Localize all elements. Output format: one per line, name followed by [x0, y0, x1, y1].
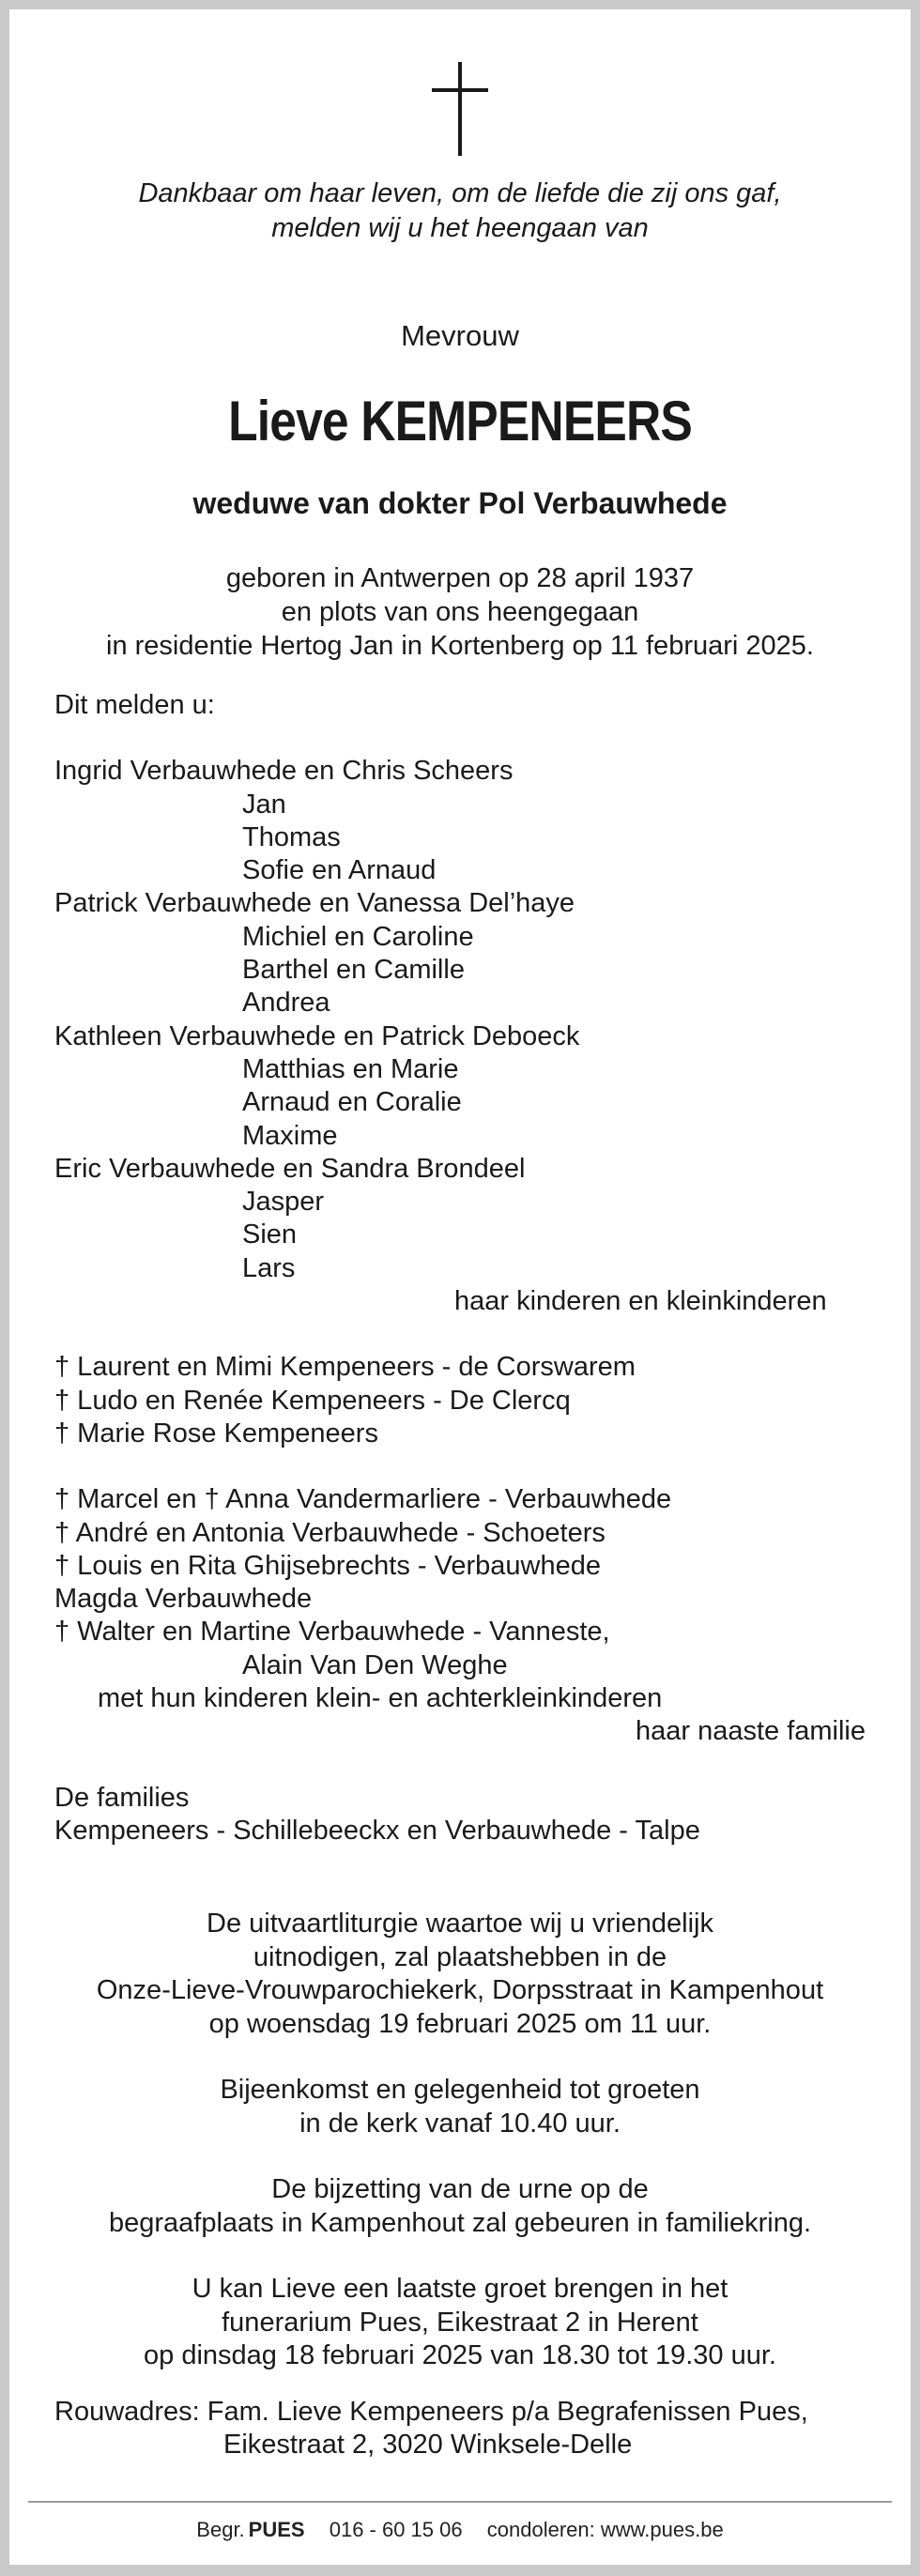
- family-caption: haar naaste familie: [635, 1716, 866, 1747]
- burial-line: De bijzetting van de urne op de: [271, 2174, 649, 2204]
- intro-line: Dankbaar om haar leven, om de liefde die zij ons gaf,: [138, 178, 782, 208]
- grandchild: Lars: [242, 1252, 296, 1283]
- children-caption: haar kinderen en kleinkinderen: [454, 1286, 827, 1317]
- deceased-name: Lieve KEMPENEERS: [228, 390, 692, 452]
- sibling: † Laurent en Mimi Kempeneers - de Corswarem: [54, 1352, 636, 1383]
- families-label: De families: [54, 1782, 190, 1813]
- service-line: uitnodigen, zal plaatshebben in de: [253, 1941, 667, 1972]
- gathering-line: Bijeenkomst en gelegenheid tot groeten: [220, 2075, 700, 2105]
- grandchild: Arnaud en Coralie: [242, 1087, 462, 1118]
- birth-death-info: [9, 561, 911, 663]
- phone-number: 016 - 60 15 06: [329, 2518, 463, 2541]
- service-line: De uitvaartliturgie waartoe wij u vriendelijk: [207, 1909, 713, 1939]
- gathering-line: in de kerk vanaf 10.40 uur.: [299, 2108, 621, 2139]
- sibling: † Ludo en Renée Kempeneers - De Clercq: [54, 1385, 571, 1416]
- grandchild: Jan: [242, 789, 286, 820]
- in-law: † Marcel en † Anna Vandermarliere - Verbauwhede: [54, 1484, 672, 1515]
- grandchild: Sofie en Arnaud: [242, 855, 437, 886]
- family-list: [54, 689, 866, 1848]
- family-parent: Kathleen Verbauwhede en Patrick Deboeck: [54, 1020, 580, 1051]
- honorific: Mevrouw: [401, 319, 519, 352]
- visit-line: U kan Lieve een laatste groet brengen in het: [192, 2274, 728, 2304]
- undertaker-info: [196, 2518, 304, 2541]
- sibling: † Marie Rose Kempeneers: [54, 1418, 378, 1449]
- in-law: Magda Verbauwhede: [54, 1584, 313, 1615]
- family-parent: Eric Verbauwhede en Sandra Brondeel: [54, 1153, 526, 1184]
- family-parent: Patrick Verbauwhede en Vanessa Del’haye: [54, 888, 575, 919]
- burial-line: begraafplaats in Kampenhout zal gebeuren in familiekring.: [108, 2207, 812, 2238]
- footer-divider: [28, 2501, 892, 2503]
- grandchild: Andrea: [242, 988, 330, 1019]
- notify-intro: Dit melden u:: [54, 690, 215, 720]
- undertaker-name: PUES: [248, 2518, 305, 2541]
- intro-line: melden wij u het heengaan van: [271, 213, 649, 243]
- intro-text: [9, 176, 911, 246]
- address-line: Eikestraat 2, 3020 Winksele-Delle: [223, 2430, 633, 2460]
- in-law: † Louis en Rita Ghijsebrechts - Verbauwhede: [54, 1550, 601, 1581]
- grandchild: Maxime: [242, 1120, 338, 1151]
- grandchild: Sien: [242, 1219, 298, 1250]
- grandchild: Matthias en Marie: [242, 1053, 459, 1084]
- birth-line: in residentie Hertog Jan in Kortenberg op 11 februari 2025.: [106, 631, 814, 661]
- service-line: Onze-Lieve-Vrouwparochiekerk, Dorpsstraat in Kampenhout: [96, 1975, 824, 2005]
- families-names: Kempeneers - Schillebeeckx en Verbauwhede - Talpe: [54, 1815, 700, 1846]
- grandchild: Michiel en Caroline: [242, 921, 474, 952]
- widow-of: weduwe van dokter Pol Verbauwhede: [192, 486, 728, 520]
- in-law: † André en Antonia Verbauwhede - Schoeters: [54, 1517, 606, 1548]
- mourning-address: [54, 2396, 866, 2461]
- obituary-card: [9, 9, 911, 2565]
- service-line: op woensdag 19 februari 2025 om 11 uur.: [208, 2008, 712, 2039]
- family-parent: Ingrid Verbauwhede en Chris Scheers: [54, 756, 514, 787]
- in-law: † Walter en Martine Verbauwhede - Vanneste,: [54, 1617, 610, 1648]
- condolences-link[interactable]: condoleren: www.pues.be: [486, 2518, 724, 2541]
- cross-icon: [432, 62, 488, 156]
- in-law-descendants: met hun kinderen klein- en achterkleinkinderen: [98, 1683, 663, 1714]
- address-line: Rouwadres: Fam. Lieve Kempeneers p/a Begrafenissen Pues,: [54, 2397, 808, 2427]
- grandchild: Barthel en Camille: [242, 955, 465, 986]
- birth-line: en plots van ons heengegaan: [281, 597, 639, 627]
- visit-line: op dinsdag 18 februari 2025 van 18.30 tot 19.30 uur.: [144, 2340, 776, 2370]
- birth-line: geboren in Antwerpen op 28 april 1937: [225, 563, 695, 593]
- in-law-extra: Alain Van Den Weghe: [242, 1649, 508, 1680]
- grandchild: Jasper: [242, 1187, 325, 1218]
- footer: [9, 2518, 911, 2542]
- grandchild: Thomas: [242, 821, 341, 852]
- service-info: [9, 1908, 911, 2373]
- begr-label: Begr.: [196, 2518, 245, 2541]
- visit-line: funerarium Pues, Eikestraat 2 in Herent: [222, 2307, 698, 2338]
